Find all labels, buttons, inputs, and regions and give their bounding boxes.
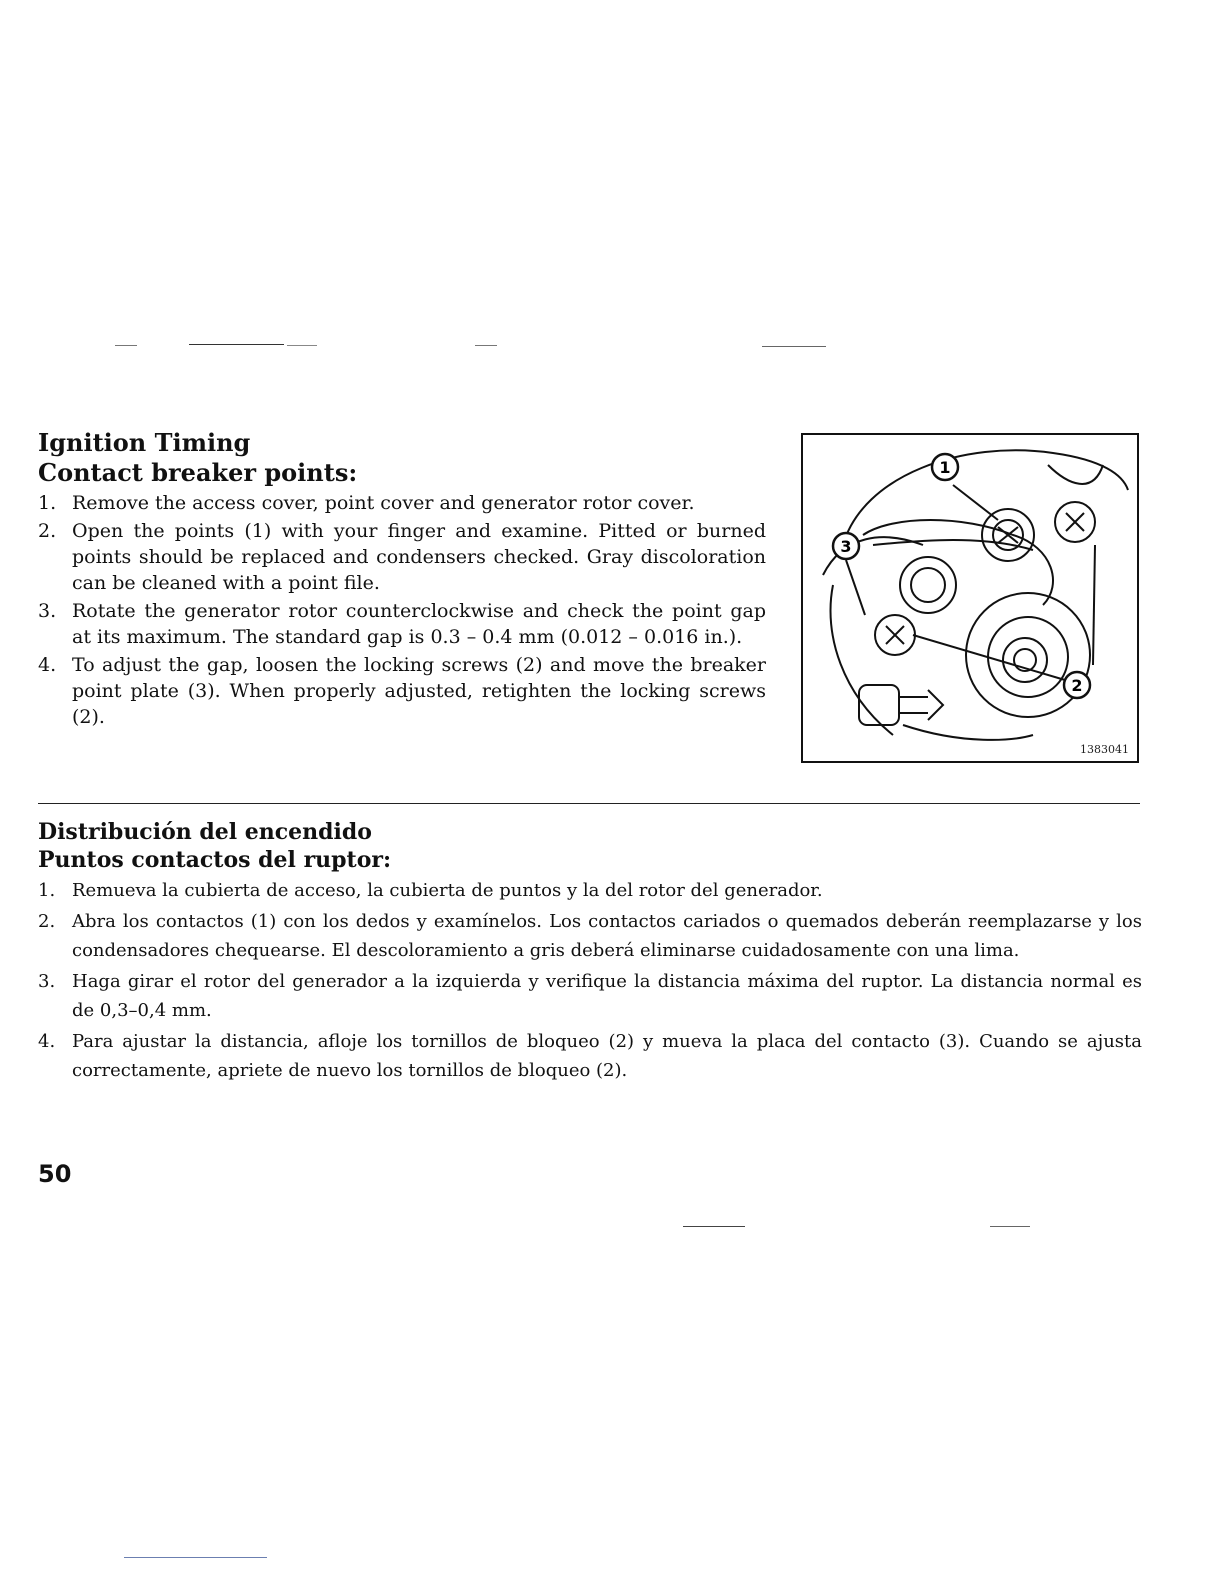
condenser xyxy=(859,685,899,725)
list-item xyxy=(38,967,1142,1025)
step-text: Remove the access cover, point cover and generator rotor cover. xyxy=(72,492,695,514)
step-number: 1. xyxy=(38,880,56,901)
callout-label: 3 xyxy=(840,537,852,556)
step-text: Open the points (1) with your finger and examine. Pitted or burned points should be replaced and condensers checked. Gray discoloration can be cleaned with a point file. xyxy=(72,520,766,594)
scan-rule xyxy=(124,1557,267,1558)
scan-rule xyxy=(287,345,317,346)
cam-ring xyxy=(900,557,956,613)
scan-rule xyxy=(115,345,137,346)
english-section xyxy=(38,428,766,732)
section-subtitle: Puntos contactos del ruptor: xyxy=(38,847,392,873)
callout-label: 2 xyxy=(1071,676,1083,695)
list-item xyxy=(38,598,766,650)
section-title: Ignition Timing xyxy=(38,428,251,457)
breaker-points-illustration xyxy=(801,433,1139,763)
spanish-section xyxy=(38,818,1142,1087)
section-title: Distribución del encendido xyxy=(38,819,372,845)
step-text: Para ajustar la distancia, afloje los tornillos de bloqueo (2) y mueva la placa del contacto (3). Cuando se ajusta correctamente, apriete de nuevo los tornillos de bloqueo (2). xyxy=(72,1031,1142,1081)
list-item xyxy=(38,876,1142,905)
rotor-outline xyxy=(843,450,1128,545)
step-number: 1. xyxy=(38,492,57,514)
list-item xyxy=(38,652,766,730)
step-number: 4. xyxy=(38,654,57,676)
section-subtitle: Contact breaker points: xyxy=(38,458,358,487)
step-text: To adjust the gap, loosen the locking screws (2) and move the breaker point plate (3). When properly adjusted, retighten the locking screws (2). xyxy=(72,654,766,728)
hub-outer xyxy=(966,593,1090,717)
step-number: 4. xyxy=(38,1031,56,1052)
breaker-points-drawing xyxy=(803,435,1137,761)
breaker-plate-edge xyxy=(873,540,1033,550)
scan-rule xyxy=(475,345,497,346)
scan-rule xyxy=(189,344,284,345)
figure-code: 1383041 xyxy=(1080,743,1129,756)
page-number: 50 xyxy=(38,1160,72,1188)
step-text: Rotate the generator rotor counterclockwise and check the point gap at its maximum. The standard gap is 0.3 – 0.4 mm (0.012 – 0.016 in.). xyxy=(72,600,766,648)
steps-list xyxy=(38,876,1142,1085)
scan-rule xyxy=(683,1226,745,1227)
step-number: 3. xyxy=(38,971,56,992)
list-item xyxy=(38,1027,1142,1085)
list-item xyxy=(38,907,1142,965)
step-text: Remueva la cubierta de acceso, la cubierta de puntos y la del rotor del generador. xyxy=(72,880,823,901)
steps-list xyxy=(38,490,766,730)
step-number: 3. xyxy=(38,600,57,622)
section-divider xyxy=(38,803,1140,804)
list-item xyxy=(38,490,766,516)
hub-nut xyxy=(1003,638,1047,682)
step-text: Haga girar el rotor del generador a la izquierda y verifique la distancia máxima del ruptor. La distancia normal es de 0,3–0,4 mm. xyxy=(72,971,1142,1021)
cam-inner xyxy=(911,568,945,602)
list-item xyxy=(38,518,766,596)
step-text: Abra los contactos (1) con los dedos y examínelos. Los contactos cariados o quemados deberán reemplazarse y los condensadores chequearse. El descoloramiento a gris deberá eliminarse cuidadosamente con una lima. xyxy=(72,911,1142,961)
callout-label: 1 xyxy=(939,458,951,477)
scan-rule xyxy=(990,1226,1030,1227)
step-number: 2. xyxy=(38,911,56,932)
hub-ring xyxy=(988,617,1068,697)
scan-rule xyxy=(762,346,826,347)
step-number: 2. xyxy=(38,520,57,542)
